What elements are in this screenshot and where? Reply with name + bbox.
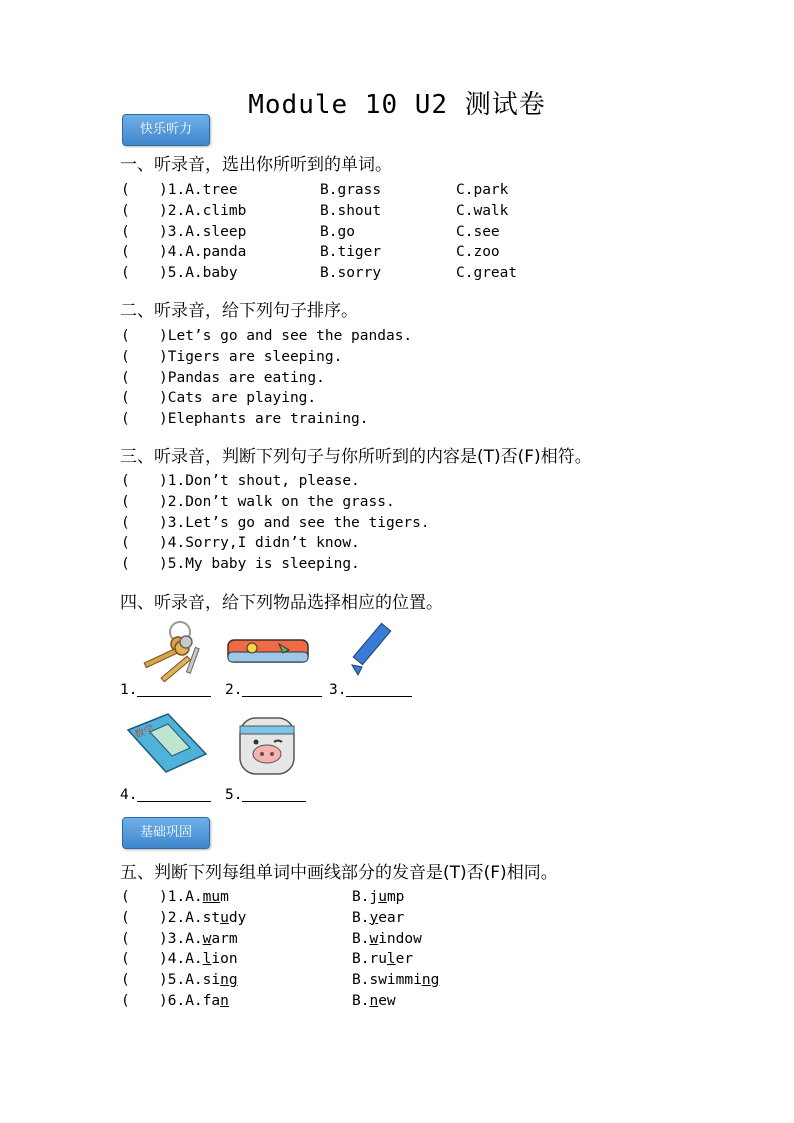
- word-a-post: m: [220, 889, 229, 905]
- page-title: Module 10 U2 测试卷: [248, 90, 546, 120]
- word-b-underlined: n: [369, 993, 379, 1009]
- word-a: [159, 993, 229, 1009]
- answer-paren: (: [121, 535, 130, 552]
- word-b: [352, 972, 439, 988]
- judge-text: )5.My baby is sleeping.: [159, 556, 360, 573]
- word-b: [352, 889, 404, 905]
- answer-paren: (: [121, 473, 130, 489]
- item-number: )6.A.: [159, 993, 203, 1009]
- blank-number: 2.: [225, 682, 243, 698]
- answer-paren: (: [121, 244, 130, 261]
- word-b-pre: B.: [352, 930, 370, 947]
- question-text: )5.A.baby: [159, 265, 238, 282]
- section5-heading: 五、判断下列每组单词中画线部分的发音是(T)否(F)相同。: [120, 863, 558, 883]
- word-a-post: arm: [211, 930, 238, 947]
- word-a: [159, 972, 238, 988]
- item-number: )3.A.: [159, 930, 203, 947]
- word-b-pre: B.: [352, 993, 370, 1009]
- word-a-pre: st: [202, 909, 221, 926]
- word-a-underlined: ng: [220, 972, 238, 989]
- word-b: [352, 993, 396, 1009]
- section2-heading: 二、听录音，给下列句子排序。: [120, 301, 358, 321]
- word-b-post: er: [395, 951, 414, 968]
- option-c: C.zoo: [456, 244, 500, 261]
- sentence-text: )Tigers are sleeping.: [159, 348, 343, 365]
- judge-text: )4.Sorry,I didn’t know.: [159, 535, 360, 552]
- answer-blank: [225, 787, 306, 803]
- word-a: [159, 951, 238, 967]
- option-b: B.tiger: [320, 244, 382, 261]
- answer-paren: (: [121, 411, 130, 428]
- word-b-underlined: y: [369, 909, 379, 926]
- word-a-underlined: u: [220, 909, 229, 926]
- word-a: [159, 931, 238, 947]
- word-b-pre: B.ru: [352, 951, 387, 968]
- option-b: B.sorry: [320, 265, 382, 282]
- book-icon: [120, 710, 210, 774]
- crayon-icon: [330, 618, 420, 682]
- answer-paren: (: [121, 993, 130, 1009]
- judge-text: )1.Don’t shout, please.: [159, 473, 360, 489]
- blank-line: [242, 682, 322, 697]
- word-a-underlined: mu: [202, 889, 221, 905]
- blank-line: [137, 787, 211, 802]
- item-number: )5.A.: [159, 972, 203, 989]
- word-a: [159, 910, 246, 926]
- blank-number: 3.: [329, 682, 347, 698]
- word-b-post: mp: [386, 889, 405, 905]
- word-a-post: dy: [228, 909, 247, 926]
- section1-heading: 一、听录音，选出你所听到的单词。: [120, 155, 392, 175]
- answer-paren: (: [121, 493, 130, 510]
- answer-blank: [329, 682, 412, 698]
- word-b-post: ear: [378, 909, 405, 926]
- word-a-underlined: w: [202, 930, 212, 947]
- answer-paren: (: [121, 390, 130, 407]
- keys-icon: [120, 618, 210, 682]
- word-b-underlined: w: [369, 930, 379, 947]
- answer-paren: (: [121, 514, 130, 531]
- pencil-case-icon: [224, 618, 314, 682]
- answer-paren: (: [121, 972, 130, 989]
- word-b-underlined: u: [378, 889, 387, 905]
- question-text: )2.A.climb: [159, 202, 247, 219]
- option-b: B.shout: [320, 202, 382, 219]
- blank-number: 5.: [225, 787, 243, 803]
- word-b: [352, 951, 413, 967]
- option-b: B.go: [320, 223, 355, 240]
- word-b-post: ew: [378, 993, 396, 1009]
- word-b-pre: B.swimmi: [352, 972, 422, 989]
- answer-paren: (: [121, 265, 130, 282]
- sentence-text: )Pandas are eating.: [159, 369, 325, 386]
- option-b: B.grass: [320, 182, 382, 198]
- answer-paren: (: [121, 348, 130, 365]
- word-a: [159, 889, 229, 905]
- answer-paren: (: [121, 223, 130, 240]
- blank-line: [346, 682, 412, 697]
- answer-paren: (: [121, 909, 130, 926]
- sentence-text: )Cats are playing.: [159, 390, 317, 407]
- option-c: C.great: [456, 265, 518, 282]
- blank-number: 1.: [120, 682, 138, 698]
- item-number: )2.A.: [159, 909, 203, 926]
- word-b-pre: B.j: [352, 889, 379, 905]
- word-b-pre: B.: [352, 909, 370, 926]
- sentence-text: )Let’s go and see the pandas.: [159, 328, 413, 344]
- backpack-icon: [232, 708, 322, 772]
- question-text: )3.A.sleep: [159, 223, 247, 240]
- answer-blank: [225, 682, 322, 698]
- word-a-post: ion: [211, 951, 238, 968]
- word-b: [352, 910, 404, 926]
- word-a-pre: fa: [202, 993, 221, 1009]
- word-a-pre: si: [202, 972, 221, 989]
- item-number: )4.A.: [159, 951, 203, 968]
- word-b: [352, 931, 422, 947]
- section4-heading: 四、听录音，给下列物品选择相应的位置。: [120, 593, 443, 613]
- word-b-underlined: l: [386, 951, 396, 968]
- question-text: )4.A.panda: [159, 244, 247, 261]
- section-badge-basics: 基础巩固: [122, 817, 210, 849]
- answer-blank: [120, 787, 211, 803]
- answer-paren: (: [121, 202, 130, 219]
- option-c: C.walk: [456, 202, 509, 219]
- answer-paren: (: [121, 889, 130, 905]
- answer-blank: [120, 682, 211, 698]
- word-a-underlined: n: [220, 993, 229, 1009]
- word-a-underlined: l: [202, 951, 212, 968]
- section-badge-listening: 快乐听力: [122, 114, 210, 146]
- answer-paren: (: [121, 328, 130, 344]
- section3-heading: 三、听录音，判断下列句子与你所听到的内容是(T)否(F)相符。: [120, 447, 592, 467]
- question-text: )1.A.tree: [159, 182, 238, 198]
- item-number: )1.A.: [159, 889, 203, 905]
- blank-number: 4.: [120, 787, 138, 803]
- word-b-post: indow: [378, 930, 422, 947]
- word-b-underlined: ng: [421, 972, 440, 989]
- judge-text: )3.Let’s go and see the tigers.: [159, 514, 430, 531]
- book-title-text: 数学: [133, 723, 156, 741]
- sentence-text: )Elephants are training.: [159, 411, 369, 428]
- answer-paren: (: [121, 556, 130, 573]
- judge-text: )2.Don’t walk on the grass.: [159, 493, 395, 510]
- answer-paren: (: [121, 951, 130, 968]
- blank-line: [242, 787, 306, 802]
- blank-line: [137, 682, 211, 697]
- answer-paren: (: [121, 182, 130, 198]
- option-c: C.see: [456, 223, 500, 240]
- answer-paren: (: [121, 930, 130, 947]
- answer-paren: (: [121, 369, 130, 386]
- option-c: C.park: [456, 182, 509, 198]
